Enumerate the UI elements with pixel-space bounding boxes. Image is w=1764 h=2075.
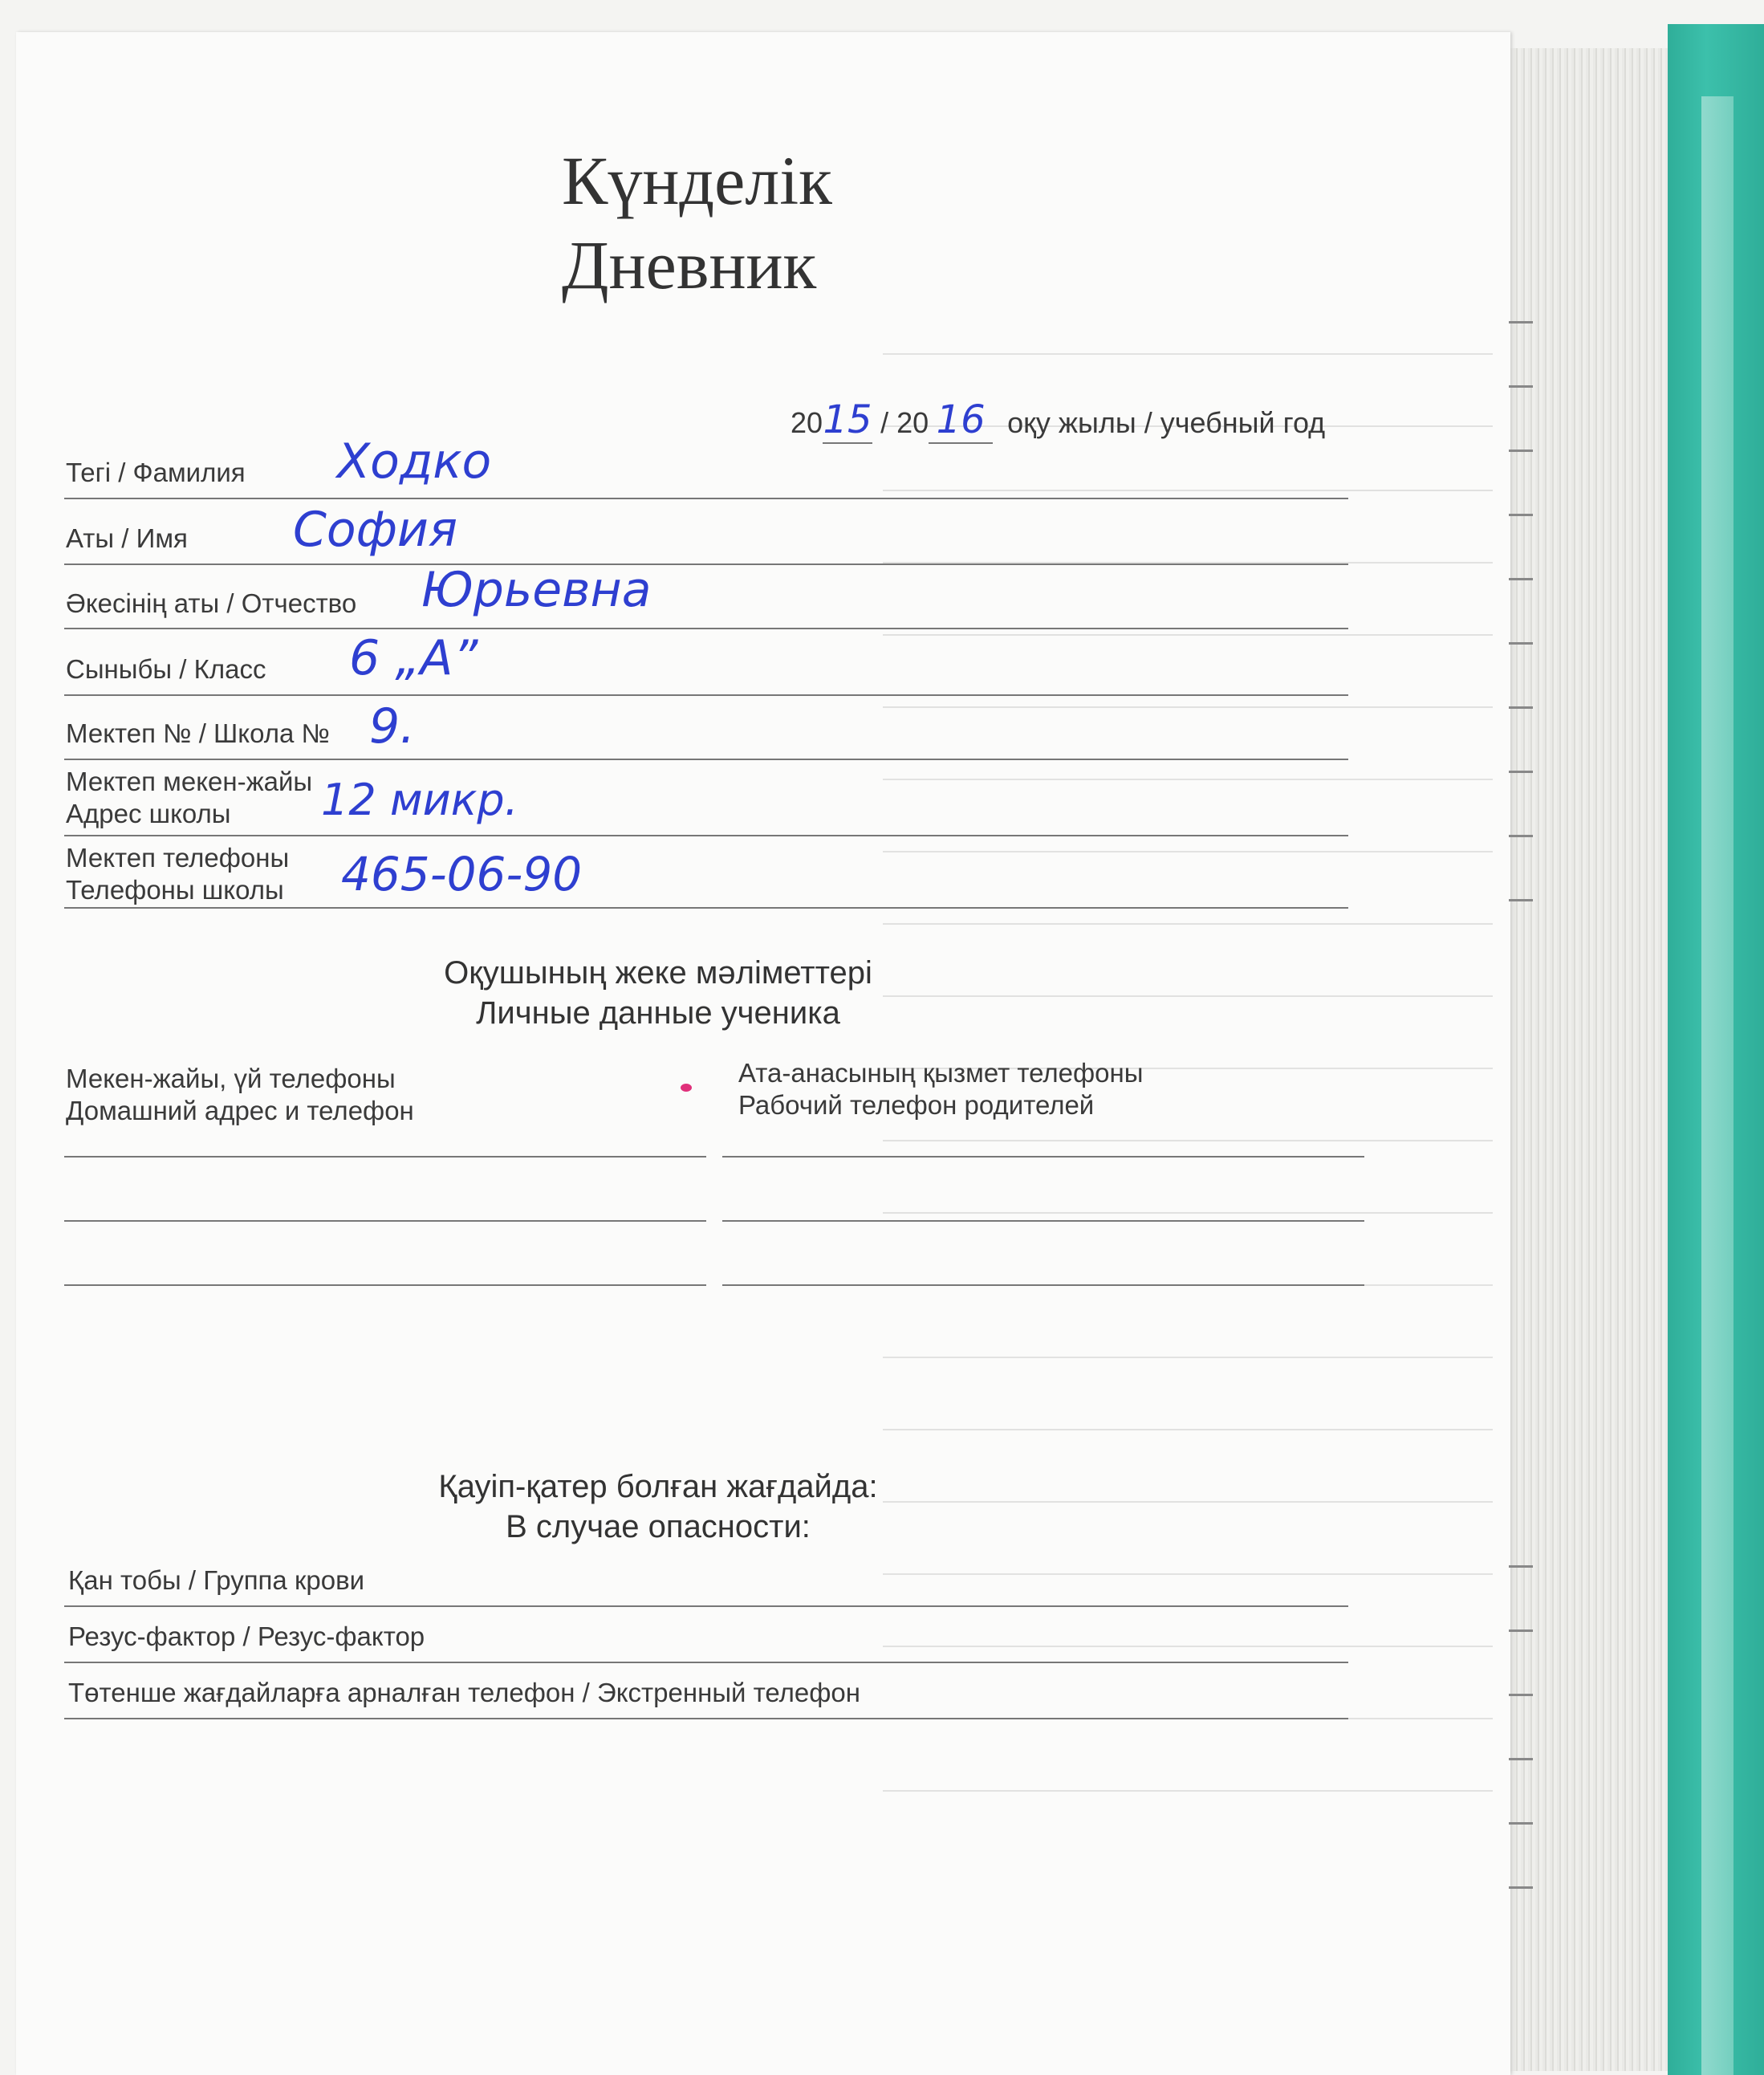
school-phone-label-kz: Мектеп телефоны: [66, 843, 290, 873]
surname-value[interactable]: Ходко: [337, 433, 492, 490]
diary-page: [16, 32, 1510, 2075]
title-kz: Күнделік: [562, 142, 832, 219]
year-end-value[interactable]: 16: [929, 397, 993, 444]
parent-phone-rule-2: [722, 1220, 1364, 1222]
edge-tick: [1509, 1694, 1533, 1696]
edge-tick: [1509, 578, 1533, 580]
year-suffix: оқу жылы / учебный год: [1007, 406, 1326, 439]
edge-tick: [1509, 706, 1533, 709]
cover-highlight: [1701, 96, 1734, 2075]
edge-tick: [1509, 771, 1533, 773]
class-label: Сыныбы / Класс: [66, 654, 266, 684]
year-separator: / 20: [880, 406, 929, 439]
edge-tick: [1509, 642, 1533, 645]
page-stack-edge: [1485, 48, 1687, 2071]
home-address-label-ru: Домашний адрес и телефон: [66, 1096, 414, 1125]
parent-phone-rule-1: [722, 1156, 1364, 1158]
surname-rule: [64, 498, 1348, 499]
emergency-phone-label: Төтенше жағдайларға арналған телефон / Экстренный телефон: [68, 1678, 860, 1707]
school-phone-value[interactable]: 465-06-90: [341, 847, 583, 901]
school-year-line: [791, 397, 1325, 444]
year-prefix: 20: [791, 406, 823, 439]
personal-heading-kz: Оқушының жеке мәліметтері: [444, 955, 872, 991]
edge-tick: [1509, 1758, 1533, 1760]
edge-tick: [1509, 1565, 1533, 1568]
edge-tick: [1509, 1629, 1533, 1632]
parent-phone-label-ru: Рабочий телефон родителей: [738, 1090, 1095, 1120]
patronymic-rule: [64, 628, 1348, 629]
blood-group-rule: [64, 1605, 1348, 1607]
surname-label: Тегі / Фамилия: [66, 458, 246, 487]
edge-tick: [1509, 450, 1533, 452]
title-ru: Дневник: [562, 226, 817, 303]
school-address-label-ru: Адрес школы: [66, 799, 231, 828]
ink-spot: [681, 1084, 692, 1092]
year-start-value[interactable]: 15: [823, 397, 872, 442]
home-address-label-kz: Мекен-жайы, үй телефоны: [66, 1064, 396, 1093]
school-address-label-kz: Мектеп мекен-жайы: [66, 767, 313, 796]
patronymic-value[interactable]: Юрьевна: [421, 562, 652, 618]
school-phone-label-ru: Телефоны школы: [66, 875, 284, 905]
school-number-rule: [64, 759, 1348, 760]
class-rule: [64, 694, 1348, 696]
edge-tick: [1509, 835, 1533, 837]
home-address-rule-3: [64, 1284, 706, 1286]
edge-tick: [1509, 899, 1533, 901]
home-address-rule-2: [64, 1220, 706, 1222]
school-phone-rule: [64, 907, 1348, 909]
blood-group-label: Қан тобы / Группа крови: [68, 1565, 365, 1595]
class-value[interactable]: 6 „А”: [349, 630, 478, 686]
personal-heading-ru: Личные данные ученика: [476, 995, 840, 1031]
school-address-rule: [64, 835, 1348, 836]
rh-factor-rule: [64, 1662, 1348, 1663]
school-address-value[interactable]: 12 микр.: [321, 775, 518, 825]
edge-tick: [1509, 321, 1533, 323]
parent-phone-label-kz: Ата-анасының қызмет телефоны: [738, 1058, 1144, 1088]
home-address-rule-1: [64, 1156, 706, 1158]
rh-factor-label: Резус-фактор / Резус-фактор: [68, 1621, 425, 1651]
danger-heading-ru: В случае опасности:: [506, 1509, 811, 1544]
emergency-phone-rule: [64, 1718, 1348, 1719]
school-number-label: Мектеп № / Школа №: [66, 718, 330, 748]
edge-tick: [1509, 1822, 1533, 1825]
name-rule: [64, 564, 1348, 565]
name-value[interactable]: София: [293, 502, 457, 558]
name-label: Аты / Имя: [66, 523, 188, 553]
edge-tick: [1509, 385, 1533, 388]
edge-tick: [1509, 1886, 1533, 1889]
patronymic-label: Әкесінің аты / Отчество: [66, 588, 357, 618]
edge-tick: [1509, 514, 1533, 516]
school-number-value[interactable]: 9.: [369, 698, 416, 755]
parent-phone-rule-3: [722, 1284, 1364, 1286]
danger-heading-kz: Қауіп-қатер болған жағдайда:: [438, 1469, 878, 1504]
